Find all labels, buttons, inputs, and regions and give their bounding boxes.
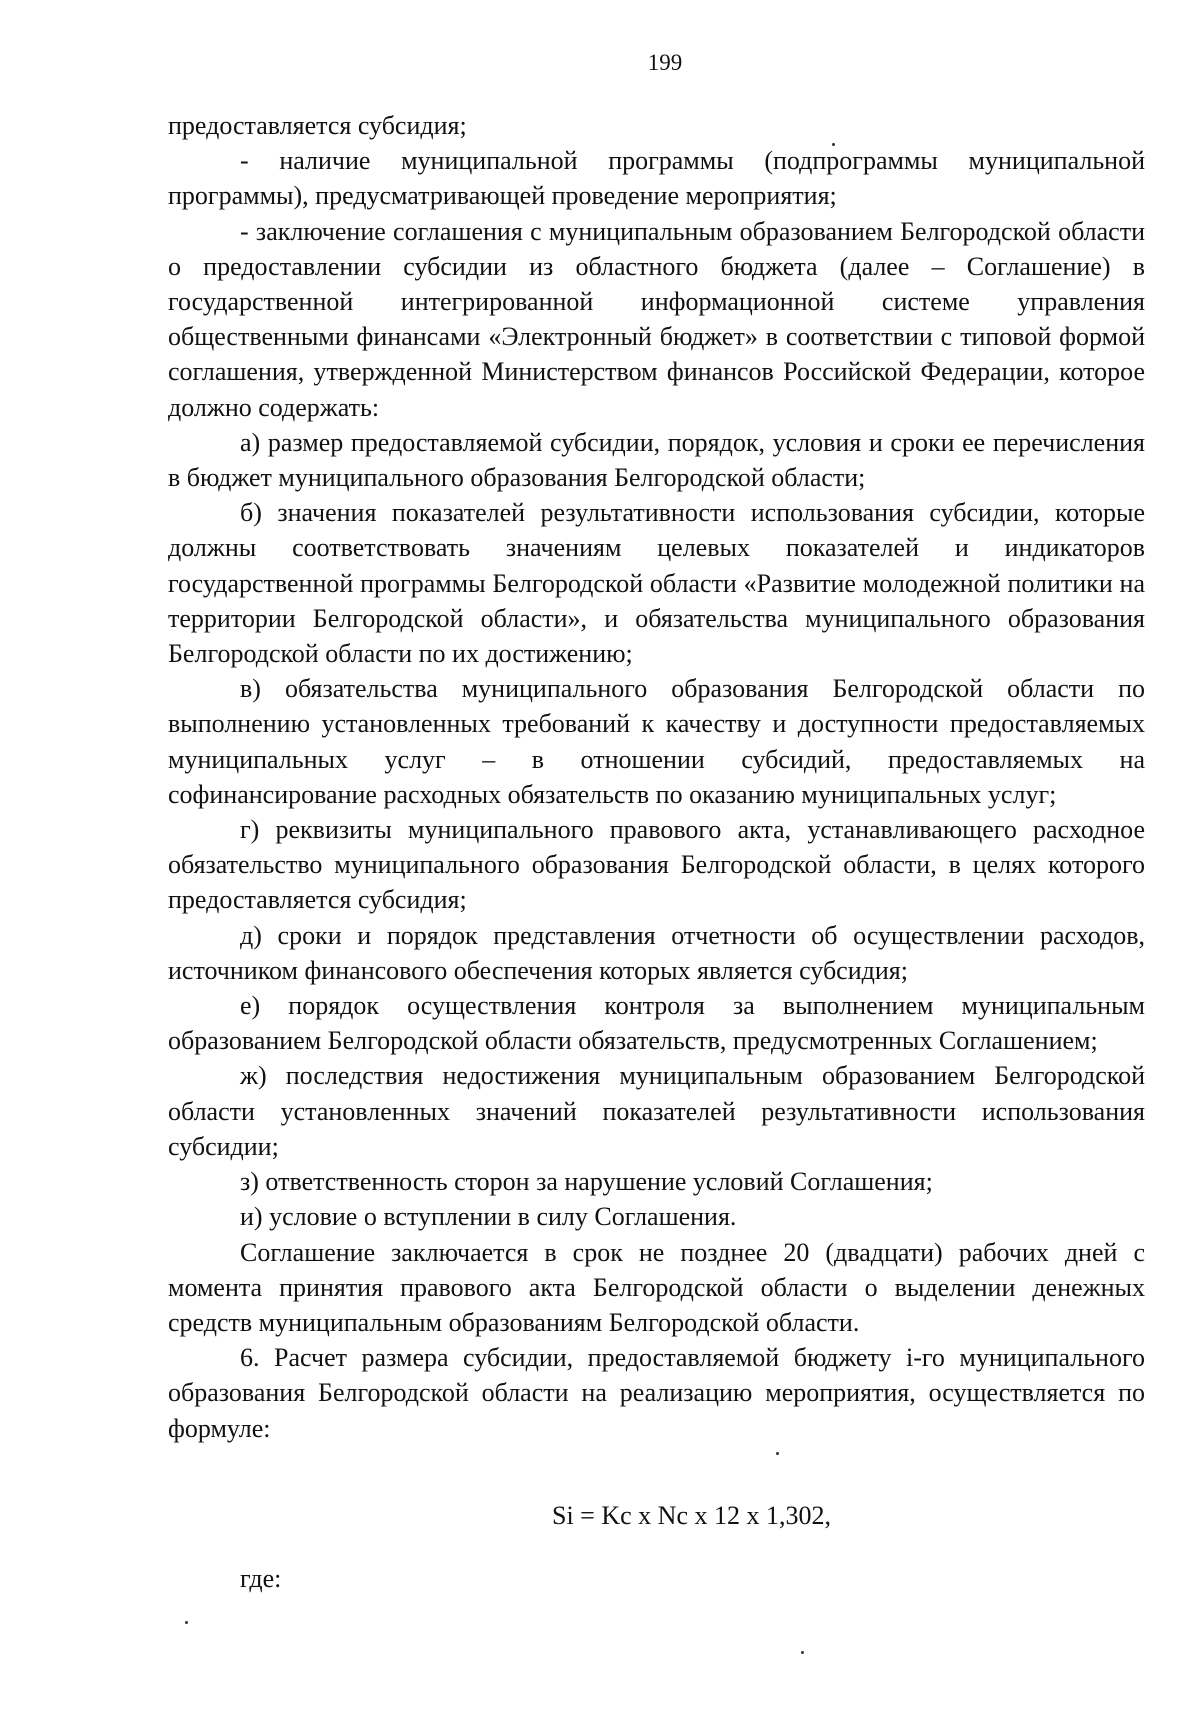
document-body <box>168 108 1145 1446</box>
scan-speck <box>185 1621 188 1624</box>
where-label: где: <box>240 1564 282 1593</box>
list-item-g: г) реквизиты муниципального правового акта, устанавливающего расходное обязательство муниципального образования Белгородской области, в целях которого предоставляется субсидия; <box>168 815 1145 915</box>
paragraph-agreement-conclusion: - заключение соглашения с муниципальным образованием Белгородской области о предоставлении субсидии из областного бюджета (далее – Соглашение) в государственной интегрированной информационной системе управления общественными финансами «Электронный бюджет» в соответствии с типовой формой соглашения, утвержденной Министерством финансов Российской Федерации, которое должно содержать: <box>168 216 1145 422</box>
page-number: 199 <box>647 50 683 75</box>
paragraph-agreement-deadline: Соглашение заключается в срок не позднее 20 (двадцати) рабочих дней с момента принятия правового акта Белгородской области о выделении денежных средств муниципальным образованиям Белгородской области. <box>168 1237 1145 1337</box>
paragraph-subsidy-calculation: 6. Расчет размера субсидии, предоставляемой бюджету i-го муниципального образования Белгородской области на реализацию мероприятия, осуществляется по формуле: <box>168 1343 1145 1443</box>
scan-speck <box>801 1651 804 1654</box>
list-item-d: д) сроки и порядок представления отчетности об осуществлении расходов, источником финансового обеспечения которых является субсидия; <box>168 920 1145 985</box>
scan-speck <box>776 1452 779 1455</box>
paragraph-program-requirement: - наличие муниципальной программы (подпрограммы муниципальной программы), предусматривающей проведение мероприятия; <box>168 146 1145 211</box>
list-item-e: е) порядок осуществления контроля за выполнением муниципальным образованием Белгородской области обязательств, предусмотренных Соглашением; <box>168 991 1145 1056</box>
paragraph-continuation: предоставляется субсидия; <box>168 111 467 140</box>
list-item-a: а) размер предоставляемой субсидии, порядок, условия и сроки ее перечисления в бюджет муниципального образования Белгородской области; <box>168 427 1145 493</box>
list-item-i: и) условие о вступлении в силу Соглашения. <box>240 1202 737 1232</box>
scan-speck <box>832 143 835 146</box>
list-item-b: б) значения показателей результативности использования субсидии, которые должны соответствовать значениям целевых показателей и индикаторов государственной программы Белгородской области «Развитие молодежной политики на территории Белгородской области», и обязательства муниципального образования Белгородской области по их достижению; <box>168 498 1145 669</box>
list-item-zh: ж) последствия недостижения муниципальным образованием Белгородской области установленных значений показателей результативности использования субсидии; <box>168 1061 1145 1161</box>
subsidy-formula: Si = Kc x Nc x 12 x 1,302, <box>552 1501 831 1530</box>
list-item-v: в) обязательства муниципального образования Белгородской области по выполнению установленных требований к качеству и доступности предоставляемых муниципальных услуг – в отношении субсидий, предоставляемых на софинансирование расходных обязательств по оказанию муниципальных услуг; <box>168 674 1145 809</box>
list-item-z: з) ответственность сторон за нарушение условий Соглашения; <box>240 1167 933 1197</box>
